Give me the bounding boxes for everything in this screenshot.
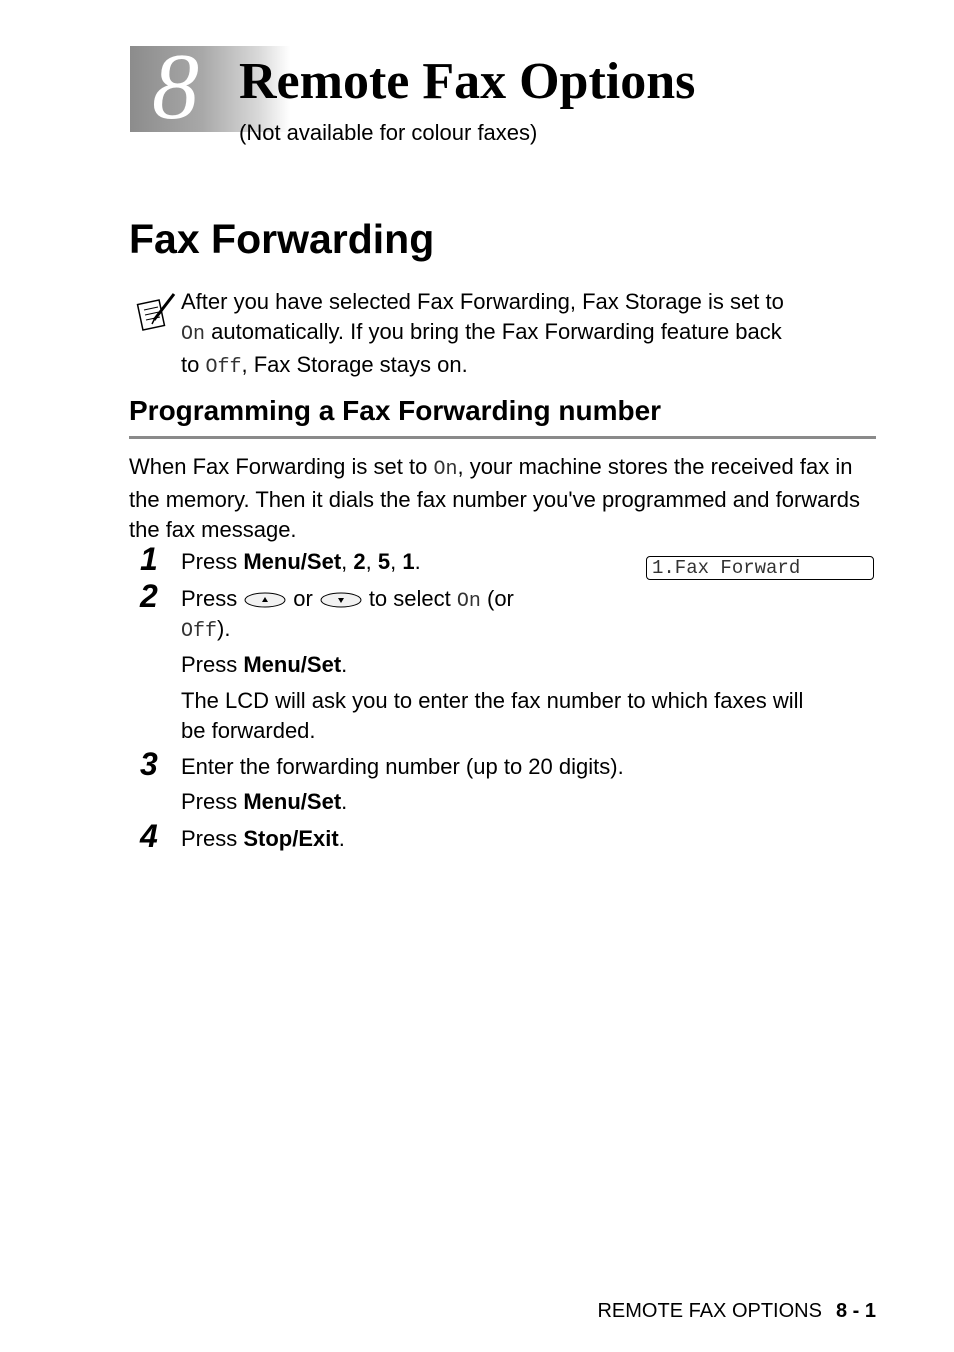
step-number: 1	[140, 541, 158, 577]
step-number: 3	[140, 746, 158, 782]
page-footer	[597, 1300, 876, 1323]
note-pencil-icon	[134, 290, 178, 334]
section-title: Fax Forwarding	[129, 216, 435, 262]
step-number: 4	[140, 818, 158, 854]
step-2-description-cont: be forwarded.	[181, 718, 316, 743]
step-2-text: Press or to select On (or	[181, 586, 514, 613]
on-setting: On	[456, 590, 481, 613]
step-3-text: Enter the forwarding number (up to 20 digits).	[181, 754, 624, 779]
off-setting: Off	[181, 620, 218, 643]
up-arrow-key-icon	[243, 591, 287, 609]
step-2-text-cont: Off).	[181, 616, 231, 643]
lcd-text: 1.Fax Forward	[652, 557, 801, 579]
off-setting: Off	[205, 356, 242, 379]
subsection-divider	[129, 436, 876, 439]
lcd-display	[646, 556, 874, 580]
note-text: After you have selected Fax Forwarding, Fax Storage is set to On automatically. If you bring the Fax Forwarding feature back to Off, Fax Storage stays on.	[181, 289, 784, 379]
chapter-subtitle: (Not available for colour faxes)	[239, 120, 538, 145]
down-arrow-key-icon	[319, 591, 363, 609]
step-4-text: Press Stop/Exit.	[181, 826, 345, 851]
subsection-title: Programming a Fax Forwarding number	[129, 395, 662, 426]
chapter-number: 8	[152, 35, 199, 139]
step-1-text: Press Menu/Set, 2, 5, 1.	[181, 549, 421, 574]
on-setting: On	[181, 323, 206, 346]
chapter-title: Remote Fax Options	[239, 53, 696, 110]
on-setting: On	[433, 458, 458, 481]
step-2-description: The LCD will ask you to enter the fax number to which faxes will	[181, 688, 804, 713]
intro-paragraph: When Fax Forwarding is set to On, your machine stores the received fax in the memory. Then it dials the fax number you've programmed and forwards the fax message.	[129, 454, 860, 542]
page-number: 8 - 1	[835, 1300, 876, 1322]
footer-section: REMOTE FAX OPTIONS	[597, 1300, 822, 1322]
step-number: 2	[140, 578, 158, 614]
step-3-press-menu: Press Menu/Set.	[181, 789, 348, 814]
step-2-press-menu: Press Menu/Set.	[181, 652, 348, 677]
